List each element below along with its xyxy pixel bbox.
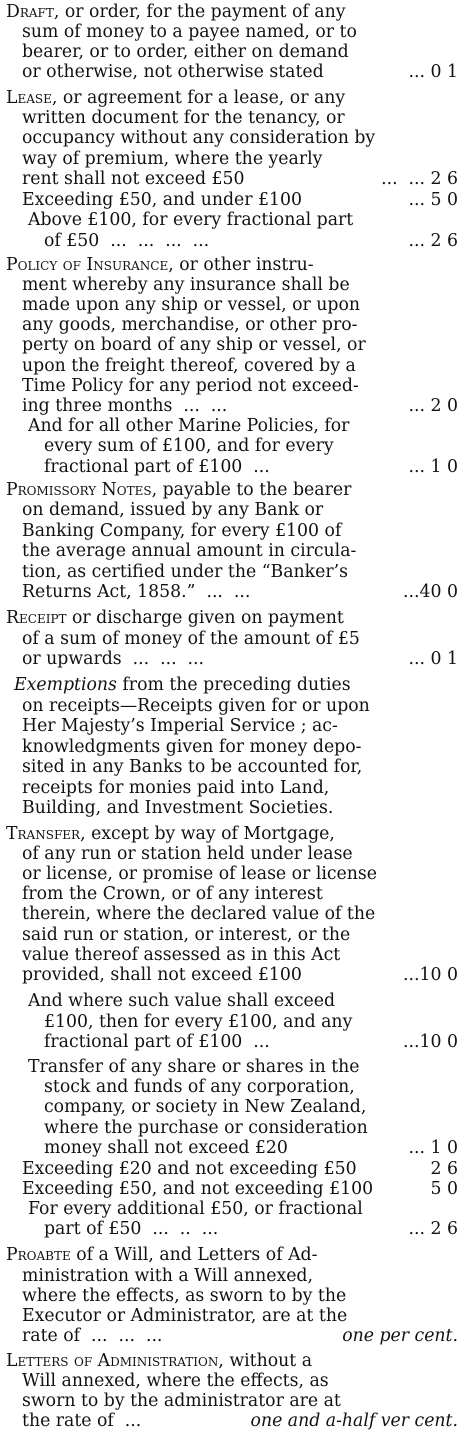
line-text: sited in any Banks to be accounted for, [22, 757, 363, 777]
line-text [6, 608, 344, 629]
text-line [0, 1012, 466, 1033]
line-text: of any run or station held under lease [22, 844, 353, 864]
text-line [0, 1411, 466, 1432]
duty-rate: 2 6 [430, 1159, 458, 1179]
duty-rate: ... 1 0 [408, 457, 458, 477]
text-line [0, 757, 466, 778]
line-text: Her Majesty’s Imperial Service ; ac- [22, 716, 338, 736]
entry-heading-rest: , without a [218, 1351, 313, 1371]
text-line [0, 965, 466, 986]
entry-heading-rest: , payable to the bearer [151, 480, 352, 500]
entry-heading: Promissory Notes [6, 480, 152, 500]
line-text: where the effects, as sworn to by the [22, 1286, 347, 1306]
text-line [0, 1371, 466, 1392]
entry-heading-rest: of a Will, and Letters of Ad- [70, 1245, 318, 1265]
text-line [0, 231, 466, 252]
text-line [0, 1286, 466, 1307]
entry-heading: Receipt [6, 608, 67, 628]
duty-rate: ... 1 0 [408, 1138, 458, 1158]
line-text: or upwards ... ... ... [22, 649, 205, 669]
line-text: perty on board of any ship or vessel, or [22, 335, 366, 355]
line-text: rate of ... ... ... [22, 1326, 163, 1346]
text-line [0, 376, 466, 397]
line-text: company, or society in New Zealand, [44, 1097, 367, 1117]
duty-rate: ... 5 0 [408, 190, 458, 210]
text-line [0, 1326, 466, 1347]
entry-letters-of-administration [0, 1351, 466, 1372]
line-text: Exceeding £50, and not exceeding £100 [22, 1179, 374, 1199]
text-line [0, 315, 466, 336]
text-line [0, 904, 466, 925]
line-text: rent shall not exceed £50 [22, 169, 245, 189]
line-text [6, 255, 314, 276]
entry-heading-rest: or discharge given on payment [66, 608, 344, 628]
entry-heading-rest: , or other instru- [168, 255, 314, 275]
line-text: knowledgments given for money depo- [22, 737, 362, 757]
entry-heading-rest: , or agreement for a lease, or any [51, 88, 346, 108]
text-line [0, 649, 466, 670]
text-line [0, 629, 466, 650]
entry-transfer [0, 824, 466, 845]
duty-rate: ... ... 2 6 [381, 169, 458, 189]
text-line [0, 884, 466, 905]
text-line [0, 1306, 466, 1327]
line-text: sworn to by the administrator are at [22, 1391, 341, 1411]
text-line [0, 1199, 466, 1220]
text-line [0, 1138, 466, 1159]
line-text: Will annexed, where the effects, as [22, 1371, 329, 1391]
entry-heading: Policy of Insurance [6, 255, 169, 275]
line-text: said run or station, or interest, or the [22, 925, 351, 945]
line-text: fractional part of £100 ... [44, 1032, 270, 1052]
line-text: the average annual amount in circula- [22, 541, 357, 561]
line-text [6, 88, 345, 109]
duty-rate: ... 0 1 [408, 649, 458, 669]
line-text: or otherwise, not otherwise stated [22, 62, 324, 82]
text-line [0, 1179, 466, 1200]
text-line [0, 778, 466, 799]
line-text: on receipts—Receipts given for or upon [22, 696, 370, 716]
line-text: of a sum of money of the amount of £5 [22, 629, 360, 649]
text-line [0, 356, 466, 377]
text-line [0, 1032, 466, 1053]
line-text: the rate of ... [22, 1411, 142, 1431]
entry-policy-of-insurance [0, 255, 466, 276]
line-text: tion, as certified under the “Banker’s [22, 562, 348, 582]
entry-heading-rest: from the preceding duties [116, 675, 351, 695]
line-text: Building, and Investment Societies. [22, 798, 334, 818]
entry-receipt [0, 608, 466, 629]
line-text: therein, where the declared value of the [22, 904, 376, 924]
line-text: Returns Act, 1858.” ... ... [22, 582, 251, 602]
duty-rate: one per cent. [342, 1326, 458, 1346]
line-text: Above £100, for every fractional part [28, 210, 354, 230]
line-text: Transfer of any share or shares in the [28, 1057, 360, 1077]
entry-exemptions [0, 675, 466, 696]
line-text: occupancy without any consideration by [22, 128, 376, 148]
text-line [0, 396, 466, 417]
text-line [0, 1077, 466, 1098]
text-line [0, 798, 466, 819]
text-line [0, 295, 466, 316]
entry-heading: Proabte [6, 1245, 71, 1265]
text-line [0, 737, 466, 758]
line-text: way of premium, where the yearly [22, 149, 323, 169]
text-line [0, 457, 466, 478]
text-line [0, 335, 466, 356]
line-text: fractional part of £100 ... [44, 457, 270, 477]
duty-rate: ...40 0 [403, 582, 458, 602]
text-line [0, 1097, 466, 1118]
line-text: Banking Company, for every £100 of [22, 521, 342, 541]
text-line [0, 149, 466, 170]
line-text: every sum of £100, and for every [44, 436, 334, 456]
text-line [0, 416, 466, 437]
line-text: And where such value shall exceed [28, 991, 336, 1011]
entry-lease [0, 88, 466, 109]
text-line [0, 108, 466, 129]
text-line [0, 1057, 466, 1078]
text-line [0, 991, 466, 1012]
line-text: sum of money to a payee named, or to [22, 22, 357, 42]
text-line [0, 1391, 466, 1412]
text-line [0, 1219, 466, 1240]
text-line [0, 696, 466, 717]
text-line [0, 541, 466, 562]
entry-heading-rest: , or order, for the payment of any [53, 2, 346, 22]
entry-heading: Letters of Administration [6, 1351, 219, 1371]
text-line [0, 210, 466, 231]
line-text: ing three months ... ... [22, 396, 228, 416]
duty-rate: ... 0 1 [408, 62, 458, 82]
text-line [0, 716, 466, 737]
entry-heading: Draft [6, 2, 54, 22]
line-text: Exceeding £20 and not exceeding £50 [22, 1159, 357, 1179]
line-text: on demand, issued by any Bank or [22, 500, 324, 520]
duty-rate: ... 2 6 [408, 1219, 458, 1239]
line-text: value thereof assessed as in this Act [22, 945, 341, 965]
text-line [0, 62, 466, 83]
line-text [6, 480, 351, 501]
line-text [6, 1245, 317, 1266]
line-text: Executor or Administrator, are at the [22, 1306, 348, 1326]
text-line [0, 42, 466, 63]
text-line [0, 925, 466, 946]
line-text: money shall not exceed £20 [44, 1138, 288, 1158]
entry-promissory-notes [0, 480, 466, 501]
duty-rate: ...10 0 [403, 1032, 458, 1052]
line-text: £100, then for every £100, and any [44, 1012, 353, 1032]
text-line [0, 562, 466, 583]
line-text: stock and funds of any corporation, [44, 1077, 355, 1097]
line-text [6, 1351, 312, 1372]
line-text: Exceeding £50, and under £100 [22, 190, 303, 210]
line-text [6, 824, 335, 845]
line-text: any goods, merchandise, or other pro- [22, 315, 358, 335]
text-line [0, 864, 466, 885]
entry-heading: Lease [6, 88, 52, 108]
line-text: ment whereby any insurance shall be [22, 275, 350, 295]
line-text [14, 675, 351, 696]
line-text: made upon any ship or vessel, or upon [22, 295, 360, 315]
text-line [0, 275, 466, 296]
text-line [0, 1118, 466, 1139]
text-line [0, 1266, 466, 1287]
line-text [6, 2, 346, 23]
line-text: Time Policy for any period not exceed- [22, 376, 359, 396]
entry-probate [0, 1245, 466, 1266]
line-text: provided, shall not exceed £100 [22, 965, 302, 985]
entry-heading: Exemptions [14, 675, 117, 695]
text-line [0, 190, 466, 211]
line-text: receipts for monies paid into Land, [22, 778, 330, 798]
line-text: bearer, or to order, either on demand [22, 42, 349, 62]
entry-heading-rest: , except by way of Mortgage, [80, 824, 335, 844]
duty-rate: ... 2 0 [408, 396, 458, 416]
line-text: or license, or promise of lease or license [22, 864, 377, 884]
line-text: where the purchase or consideration [44, 1118, 368, 1138]
text-line [0, 844, 466, 865]
text-line [0, 1159, 466, 1180]
entry-heading: Transfer [6, 824, 81, 844]
text-line [0, 500, 466, 521]
text-line [0, 521, 466, 542]
text-line [0, 945, 466, 966]
line-text: For every additional £50, or fractional [28, 1199, 363, 1219]
line-text: of £50 ... ... ... ... [44, 231, 210, 251]
entry-draft [0, 2, 466, 23]
text-line [0, 582, 466, 603]
text-line [0, 436, 466, 457]
duty-rate: 5 0 [430, 1179, 458, 1199]
text-line [0, 128, 466, 149]
line-text: part of £50 ... .. ... [44, 1219, 219, 1239]
line-text: written document for the tenancy, or [22, 108, 345, 128]
line-text: And for all other Marine Policies, for [28, 416, 350, 436]
line-text: ministration with a Will annexed, [22, 1266, 313, 1286]
text-line [0, 169, 466, 190]
text-line [0, 22, 466, 43]
duty-rate: ... 2 6 [408, 231, 458, 251]
duty-rate: one and a-half ver cent. [250, 1411, 458, 1431]
line-text: upon the freight thereof, covered by a [22, 356, 356, 376]
duty-rate: ...10 0 [403, 965, 458, 985]
line-text: from the Crown, or of any interest [22, 884, 323, 904]
